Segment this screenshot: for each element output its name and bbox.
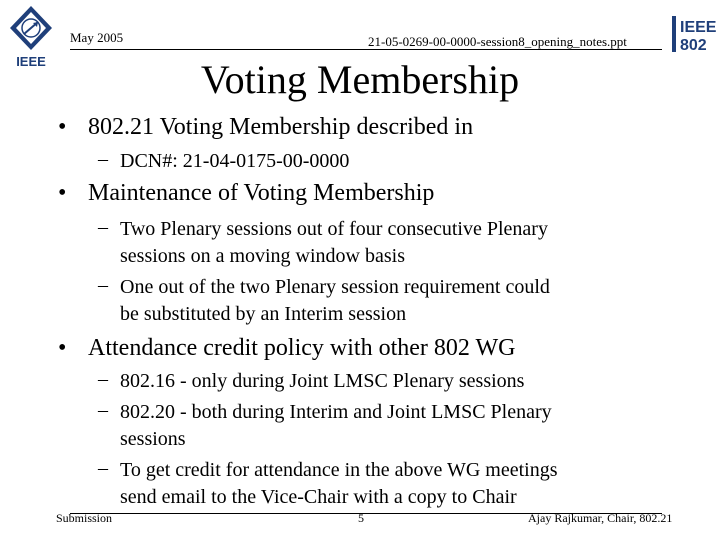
header-date: May 2005 <box>70 30 124 45</box>
header-document-name: 21-05-0269-00-0000-session8_opening_notes.ppt <box>368 34 627 49</box>
bullet-dot: • <box>58 114 67 140</box>
sub-bullet-text: One out of the two Plenary session requirement could <box>120 276 550 298</box>
sub-bullet-text-cont: be substituted by an Interim session <box>120 303 407 325</box>
sub-bullet-text: 802.16 - only during Joint LMSC Plenary sessions <box>120 370 525 392</box>
bullet-text: 802.21 Voting Membership described in <box>88 114 474 140</box>
sub-bullet-text-cont: sessions <box>120 428 186 450</box>
dash-marker: – <box>98 399 108 421</box>
footer-author: Ajay Rajkumar, Chair, 802.21 <box>528 511 673 525</box>
ieee802-logo <box>670 14 716 54</box>
dash-marker: – <box>98 368 108 390</box>
ieee802-logo-line2: 802 <box>680 37 707 54</box>
header-rule <box>70 49 662 50</box>
footer-submission: Submission <box>56 511 113 525</box>
dash-marker: – <box>98 148 108 170</box>
dash-marker: – <box>98 457 108 479</box>
sub-bullet-text: Two Plenary sessions out of four consecutive Plenary <box>120 218 548 240</box>
dash-marker: – <box>98 216 108 238</box>
slide-title: Voting Membership <box>200 57 520 102</box>
bullet-dot: • <box>58 180 67 206</box>
bullet-text: Maintenance of Voting Membership <box>88 180 435 206</box>
dash-marker: – <box>98 274 108 296</box>
bullet-dot: • <box>58 335 67 361</box>
sub-bullet-text: To get credit for attendance in the above WG meetings <box>120 459 558 481</box>
sub-bullet-text: DCN#: 21-04-0175-00-0000 <box>120 150 350 172</box>
bullet-text: Attendance credit policy with other 802 WG <box>88 335 516 361</box>
sub-bullet-text-cont: send email to the Vice-Chair with a copy to Chair <box>120 486 517 508</box>
sub-bullet-text: 802.20 - both during Interim and Joint LMSC Plenary <box>120 401 552 423</box>
sub-bullet-text-cont: sessions on a moving window basis <box>120 245 405 267</box>
footer-page-number: 5 <box>358 511 364 525</box>
ieee-logo-text: IEEE <box>16 54 46 69</box>
ieee802-logo-line1: IEEE <box>680 19 716 36</box>
